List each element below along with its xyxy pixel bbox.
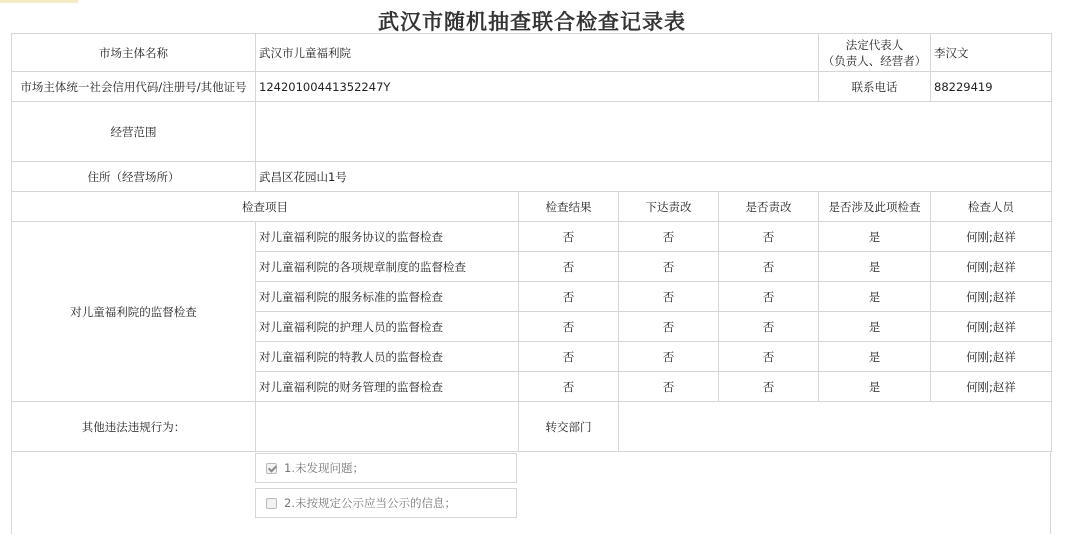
page-title: 武汉市随机抽查联合检查记录表 — [378, 10, 686, 34]
row-credit-code — [12, 72, 1052, 102]
legal-rep-value: 李汉文 — [931, 34, 1052, 72]
inspection-involved: 是 — [819, 342, 931, 372]
inspection-corrected: 否 — [719, 252, 819, 282]
header-item: 检查项目 — [12, 192, 519, 222]
credit-code-label: 市场主体统一社会信用代码/注册号/其他证号 — [12, 72, 256, 102]
inspection-item: 对儿童福利院的各项规章制度的监督检查 — [256, 252, 519, 282]
table-right-border — [1050, 452, 1051, 534]
checkbox-unchecked[interactable] — [266, 498, 277, 509]
checklist-item[interactable] — [255, 453, 517, 483]
row-business-scope — [12, 102, 1052, 162]
row-address — [12, 162, 1052, 192]
inspection-category: 对儿童福利院的监督检查 — [12, 222, 256, 402]
entity-name-value: 武汉市儿童福利院 — [256, 34, 819, 72]
inspection-corrected: 否 — [719, 222, 819, 252]
inspection-corrected: 否 — [719, 372, 819, 402]
corner-decoration — [0, 0, 78, 3]
inspection-order: 否 — [619, 252, 719, 282]
inspection-result: 否 — [519, 312, 619, 342]
row-other-violations — [12, 402, 1052, 452]
checkbox-checked[interactable] — [266, 463, 277, 474]
address-label: 住所（经营场所） — [12, 162, 256, 192]
inspection-record-table — [11, 33, 1052, 452]
header-involved: 是否涉及此项检查 — [819, 192, 931, 222]
inspection-item: 对儿童福利院的财务管理的监督检查 — [256, 372, 519, 402]
inspection-order: 否 — [619, 282, 719, 312]
phone-value: 88229419 — [931, 72, 1052, 102]
checklist-item-label: 2.未按规定公示应当公示的信息； — [284, 496, 456, 510]
other-violations-value — [256, 402, 519, 452]
address-value: 武昌区花园山1号 — [256, 162, 1052, 192]
inspection-order: 否 — [619, 372, 719, 402]
inspection-result: 否 — [519, 372, 619, 402]
checklist-item-label: 1.未发现问题； — [284, 461, 364, 475]
inspection-header-row — [12, 192, 1052, 222]
inspection-item: 对儿童福利院的服务协议的监督检查 — [256, 222, 519, 252]
inspection-inspectors: 何刚;赵祥 — [931, 342, 1052, 372]
inspection-result: 否 — [519, 282, 619, 312]
entity-name-label: 市场主体名称 — [12, 34, 256, 72]
inspection-result: 否 — [519, 342, 619, 372]
result-section-label-cell — [11, 452, 255, 534]
header-result: 检查结果 — [519, 192, 619, 222]
inspection-corrected: 否 — [719, 342, 819, 372]
inspection-inspectors: 何刚;赵祥 — [931, 312, 1052, 342]
inspection-result: 否 — [519, 252, 619, 282]
inspection-involved: 是 — [819, 282, 931, 312]
credit-code-value: 12420100441352247Y — [256, 72, 819, 102]
inspection-involved: 是 — [819, 372, 931, 402]
inspection-inspectors: 何刚;赵祥 — [931, 372, 1052, 402]
inspection-order: 否 — [619, 312, 719, 342]
checklist-item[interactable] — [255, 488, 517, 518]
legal-rep-label — [819, 34, 931, 72]
inspection-involved: 是 — [819, 312, 931, 342]
phone-label: 联系电话 — [819, 72, 931, 102]
business-scope-label: 经营范围 — [12, 102, 256, 162]
legal-rep-label-line2: （负责人、经营者） — [822, 53, 927, 68]
other-violations-label: 其他违法违规行为： — [12, 402, 256, 452]
inspection-item: 对儿童福利院的护理人员的监督检查 — [256, 312, 519, 342]
inspection-corrected: 否 — [719, 282, 819, 312]
inspection-result: 否 — [519, 222, 619, 252]
inspection-involved: 是 — [819, 222, 931, 252]
header-order: 下达责改 — [619, 192, 719, 222]
inspection-item: 对儿童福利院的特教人员的监督检查 — [256, 342, 519, 372]
inspection-corrected: 否 — [719, 312, 819, 342]
inspection-inspectors: 何刚;赵祥 — [931, 282, 1052, 312]
inspection-row — [12, 222, 1052, 252]
business-scope-value — [256, 102, 1052, 162]
header-corrected: 是否责改 — [719, 192, 819, 222]
inspection-inspectors: 何刚;赵祥 — [931, 222, 1052, 252]
row-entity-name — [12, 34, 1052, 72]
inspection-order: 否 — [619, 342, 719, 372]
transfer-department-label: 转交部门 — [519, 402, 619, 452]
inspection-involved: 是 — [819, 252, 931, 282]
header-inspectors: 检查人员 — [931, 192, 1052, 222]
legal-rep-label-line1: 法定代表人 — [845, 37, 904, 52]
transfer-department-value — [619, 402, 1052, 452]
inspection-item: 对儿童福利院的服务标准的监督检查 — [256, 282, 519, 312]
inspection-order: 否 — [619, 222, 719, 252]
inspection-inspectors: 何刚;赵祥 — [931, 252, 1052, 282]
